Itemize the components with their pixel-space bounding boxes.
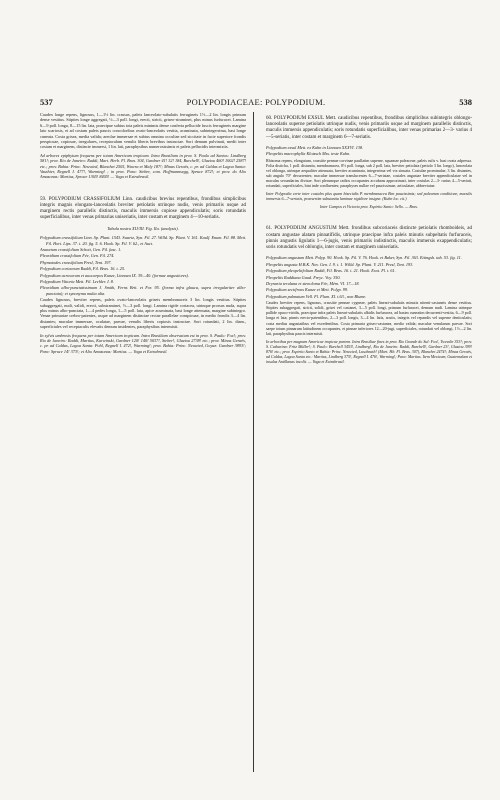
synonym-line: Polypodium palmatum Vell. Fl. Flum. XI. t.63., non Blume. xyxy=(266,293,367,299)
synonym-line: Polypodium Vittoria Mett. Fil. Lechler. I. 8. xyxy=(40,278,114,284)
synonymy-list xyxy=(40,235,246,296)
remarks-paragraph: Inter Polypodia certe inter costales plus quam bisecialis P. membranacea Ben paucissimis; sed palearum conditione, maculis immersis 6—7-seriatis, praesertim substantia laminae rigidiore insigne. (Kuhn loc. cit.) xyxy=(266,191,472,202)
species-61-heading: 61. POLYPODIUM ANGUSTUM Mett. frondibus subcoriaceis distincte petiolatis rhomboideis, ad costam angustae alatam pinnatifidis, utrinque praecipue infra paleis minutis subpeltatis furfuraceis, pinnis angustis ligulatis 1—6-jugis, venis primariis indistinctis, maculis immersis exappendiculatis; soris rotundatis vel oblongis, inter costam et marginem uniseriatis. xyxy=(266,226,472,251)
plate-reference: Tabula nostra XLVIII. Fig. IIa. (analysis). xyxy=(107,225,179,231)
distribution-paragraph: Ad arbores epiphytum frequens per totam Americam tropicam. Intra Brasiliam in prov. S. Paulo ad Santos: Lindberg 581!; prov. Rio de Janeiro: Raddi, Mart. Herb. Fl. Bras. 304, Gardner 41! 32! 184, Burchell!, Glaziou 460! 1002! 2587! etc.; prov. Bahia: Princ. Neuwied, Blanchet 2505, Wawra et Maly 187!; Minas Geraës, c. pr. ad Caldas et Lagoa Santa: Vauthier, Regnell I. 477!, Warming! ; in prov. Para: Sieber, com. Hoffmannsegg, Spruce 872!; et prov. do Alto Amazonas: Martius, Spruce 1365! 8405! — Vaga et Extrabrasil. xyxy=(40,152,246,180)
species-59-heading: 59. POLYPODIUM CRASSIFOLIUM Linn. caudicibus brevius repentibus, frondibus simplicibus integris magnis elongato-lanceolatis breviter petiolatis utrinque nudis, venis primariis usque ad marginem rectis parallelis distinctis, maculis immersis copiose appendiculatis; soris rotundatis superficialibus, inter venas primarias uniseriatis, inter costam et marginem 4—10-seriatis. xyxy=(40,196,246,221)
synonymy-list xyxy=(266,255,472,299)
description-paragraph: Caudex longe repens, lignosus, 1—1½ lin. crassus, paleis lanceolato-subulatis ferrugineis 1½—2 lin. longis primum dense vestitus. Stipites longe aggregati, ½—3 poll. longi, erecti, stricti, griseo-straminei, plus minus furfuracei. Lamina 6—9 poll. longa, 8—15 lin. lata, praecipue subtus tota paleis minimis dense conferta pellucide fuscis ferrugineis margine lato scariosis, et ad costam paleis paucis concoloribus ovato-lanceolatis vestita, acuminata, subintegerrima, basi longe cuneata. Costa grisea, media valida; areolae immersae et subtus omnino occultae sed siccitate in facie superiore frondis perspicuae, copiosae, irregulares, receptaculum venulis liberis brevibus instructae. Sori demum pulvinati, medii inter costam et marginem, distincte immersi, 1 lin. lati, paraphysibus numerosissimis et paleis pellucidis intermixtis. xyxy=(40,112,246,150)
synonym-line: Polypodium coriaceum Raddi, Fil. Bras. 16. t. 25. xyxy=(40,266,126,272)
running-title: POLYPODIACEAE: POLYPODIUM. xyxy=(186,97,326,107)
synonym-line: Polypodium acrosorum et auocarpos Kunze, Linnaea IX. 39—40. (formae angustiores). xyxy=(40,272,190,278)
synonym-line: Polypodium sectifrons Kunze et Mett. Polyp. 99. xyxy=(266,287,349,293)
page-number-left: 537 xyxy=(40,97,53,107)
description-paragraph: Caudex breviter repens, lignosus, crassitie pennae cygneae, paleis lineari-subulatis minutis nitenti-castaneis dense vestitus. Stipites subaggregati, stricti, solidi, grisei vel castanei, 3—5 poll. longi, primum furfuracei, demum nudi. Lamina utrinque pallide opaco-viridis, praecipue infra paleis lineari-subulatis albidis furfuracea, ad basim cuneatim decurrenti-vestita, 6—9 poll. longa et lata; pinnis erecto-patentibus, 2—3 poll. longis, 3—4 lin. latis, acutis, integris vel repandis vel superne denticulatis; costa medias angustatibus vel excedentibus. Costa primaria griseo-castanea, medio valida; maculae venularum parvae. Sori saepe totum pinnarum latitudinem occupantes, et pinnae inferiores 12—20-jugi, superficiales, rotundati vel oblongi, 1½—2 lin. lati, paraphysibus paucis intermixti. xyxy=(266,300,472,336)
running-header xyxy=(40,97,472,109)
column-divider xyxy=(253,112,254,772)
synonym-line: Pleopeltis angusta H.B.K. Nov. Gen. I. 9. t. 1. Willd. Sp. Plant. V. 211. Presl, Tent. 193. xyxy=(266,261,414,267)
synonym-line: Polypodium exsul Mett. ex Kuhn in Linnaea XXXVI. 138. xyxy=(266,144,364,150)
synonym-line: Polypodium angustum Mett. Polyp. 90. Hook. Sp. Fil. V. 76. Hook. et Baker, Syn. Fil. 363. Ettingsh. tab. 53. fig. 11. xyxy=(266,255,462,261)
synonym-line: Drynaria terulana et stenoloma Fée, Mém. VI. 17—18. xyxy=(266,280,360,286)
synonym-line: Pleopeltis macrophylla Klotzsch Mss. teste Kuhn. xyxy=(266,151,351,157)
distribution-paragraph: In sylvis umbrosis frequens per totam Americam tropicam. Intra Brasiliam observatum est in prov. S. Paulo: Fox!; prov. Rio de Janeiro: Raddi, Martius, Kurwinski, Gardner 120! 140! 5037!, Sieber!, Glaziou 2738! etc.; prov. Minas Geraës, c. pr. ad Caldas, Lagoa Santa: Pohl, Regnell I. 472!, Warming!; prov. Bahia: Princ. Neuwied, Goyaz: Gardner 3893!; Para: Spruce 14! 373!; et Alto Amazonas: Martius. — Vaga et Extrabrasil. xyxy=(40,332,246,354)
synonym-line: Polypodium pleopeltifolium Raddi, Fil. Bras. 16. t. 21. Hook. Exot. Fl. t. 61. xyxy=(266,268,396,274)
synonymy-list xyxy=(266,145,472,157)
synonym-line: Pleopeltis Raddiana Gaud. Freyc. Voy. 350. xyxy=(266,274,341,280)
page-number-right: 538 xyxy=(459,97,472,107)
description-paragraph: Caudex lignosus, breviter repens, paleis ovato-lanceolatis griseis membranaceis 3 lin. longis vestitus. Stipites subaggregati, nudi, validi, erecti, substraminei, ½—3 poll. longi. Lamina rigide coriacea, utrinque prorsus nuda, supra plus minus albo-punctata, 1—4 pedes longa, 1—5 poll. lata, apice acuminata, basi longe attenuata, margine subintegro. Venae primariae crebro-patentes, usque ad marginem distinctae rectae parallelae conspicuae, in medio frondis 3—4 lin. distantes; maculae immersae, oculatae, parvae, venulis liberis copiosis instructae. Sori rotundati, 2 lin. diam., superficiales vel receptaculis elevatis demum insidentes, paraphysibus intermixti. xyxy=(40,297,246,330)
distribution-paragraph: In arboribus per magnam Americae tropicae partem. Intra Brasiliae fines in prov. Rio Grande do Sul: Fox!, Tweedie 353!; prov. S. Catharina: Fritz Müller!; S. Paulo: Burchell 3453!, Lindberg!, Rio de Janeiro: Raddi, Burchell!, Gardner 23!, Glaziou 399! 876! etc.; prov. Espirito Santo et Bahia: Princ. Neuwied, Luschnath! (Mart. Hb. Fl. Bras. 307), Blanchet 2474!; Minas Geraës, ad Caldas, Lagoa Santa etc.: Martius, Lindberg 375!, Regnell I. 476!, Warming!; Para: Martius. Item Mexicum, Guatemalam et insulas Antillanas incolit. — Vaga et Extrabrasil. xyxy=(266,338,472,365)
synonym-line: Pleuridium crassifolium Fée, Gen. Fil. 274. xyxy=(40,253,115,259)
synonym-line: Pleuridium albo-punctatissimum J. Smith, Ferns Brit. et For. 95. (forma infra glauca, supra irregulariter albo-punctata); et synonyma multa alia. xyxy=(40,285,246,296)
description-paragraph: Rhizoma repens, elongatum, crassitie pennae corvinae paullatim superne, squamae paleaceae, paleis rufis v. basi ovata adpressa. Folia disticha, 1 poll. distantia, membranacea, 8½ poll. longa, sub 2 poll. lata, breviter petiolata (petiolo 3 lin. longo), lanceolata vel oblonga, utrinque aequaliter attenuata, breviter acuminata, integerrima vel vix sinuata. Costulae prominulae, 3 lin. distantes, sub angulo 70° decurrentes; maculae immersae translucentes 6—7-seriatae, costales angustae breviter appendiculatae vel in maculas secundarias divisae. Sori plerumque radios occupantes accubans approximati, inter costulas 2—3- rarius 4—5-seriati, rotundati, superficiales, bini inde confluentes; paraphyses nullae vel paucissimae, articulatae, abbreviatae. xyxy=(266,157,472,189)
right-column xyxy=(266,112,472,367)
distribution-paragraph: Inter Campos et Victoria prov. Espirito Santo: Sello. — Bras. xyxy=(320,204,418,210)
synonym-line: Polypodium crassifolium Linn. Sp. Plant. 1543. Swartz, Syn. Fil. 27. Willd. Sp. Plant. V. 161. Kaulf. Enum. Fil. 88. Mett. Fil. Hort. Lips. 37. t. 20. fig. 5. 6. Hook. Sp. Fil. V. 62., et Auct. xyxy=(40,235,246,246)
species-60-heading: 60. POLYPODIUM EXSUL Mett. caudicibus repentibus, frondibus simplicibus subintegris oblongo-lanceolatis superne petiolatis utrinque nudis, venis primariis usque ad marginem parallelis distinctis, maculis immersis appendiculatis; soris rotundatis superficialibus, inter venas primarias 2—3- varius 4—5-seriatis, inter costam et marginem 6—7-seriatis. xyxy=(266,116,472,140)
synonym-line: Phymatodes crassifolium Presl, Tent. 197. xyxy=(40,259,112,265)
left-column xyxy=(40,112,246,357)
synonym-line: Anaxetum crassifolium Schott, Gen. Fil. fasc. 1. xyxy=(40,246,122,252)
